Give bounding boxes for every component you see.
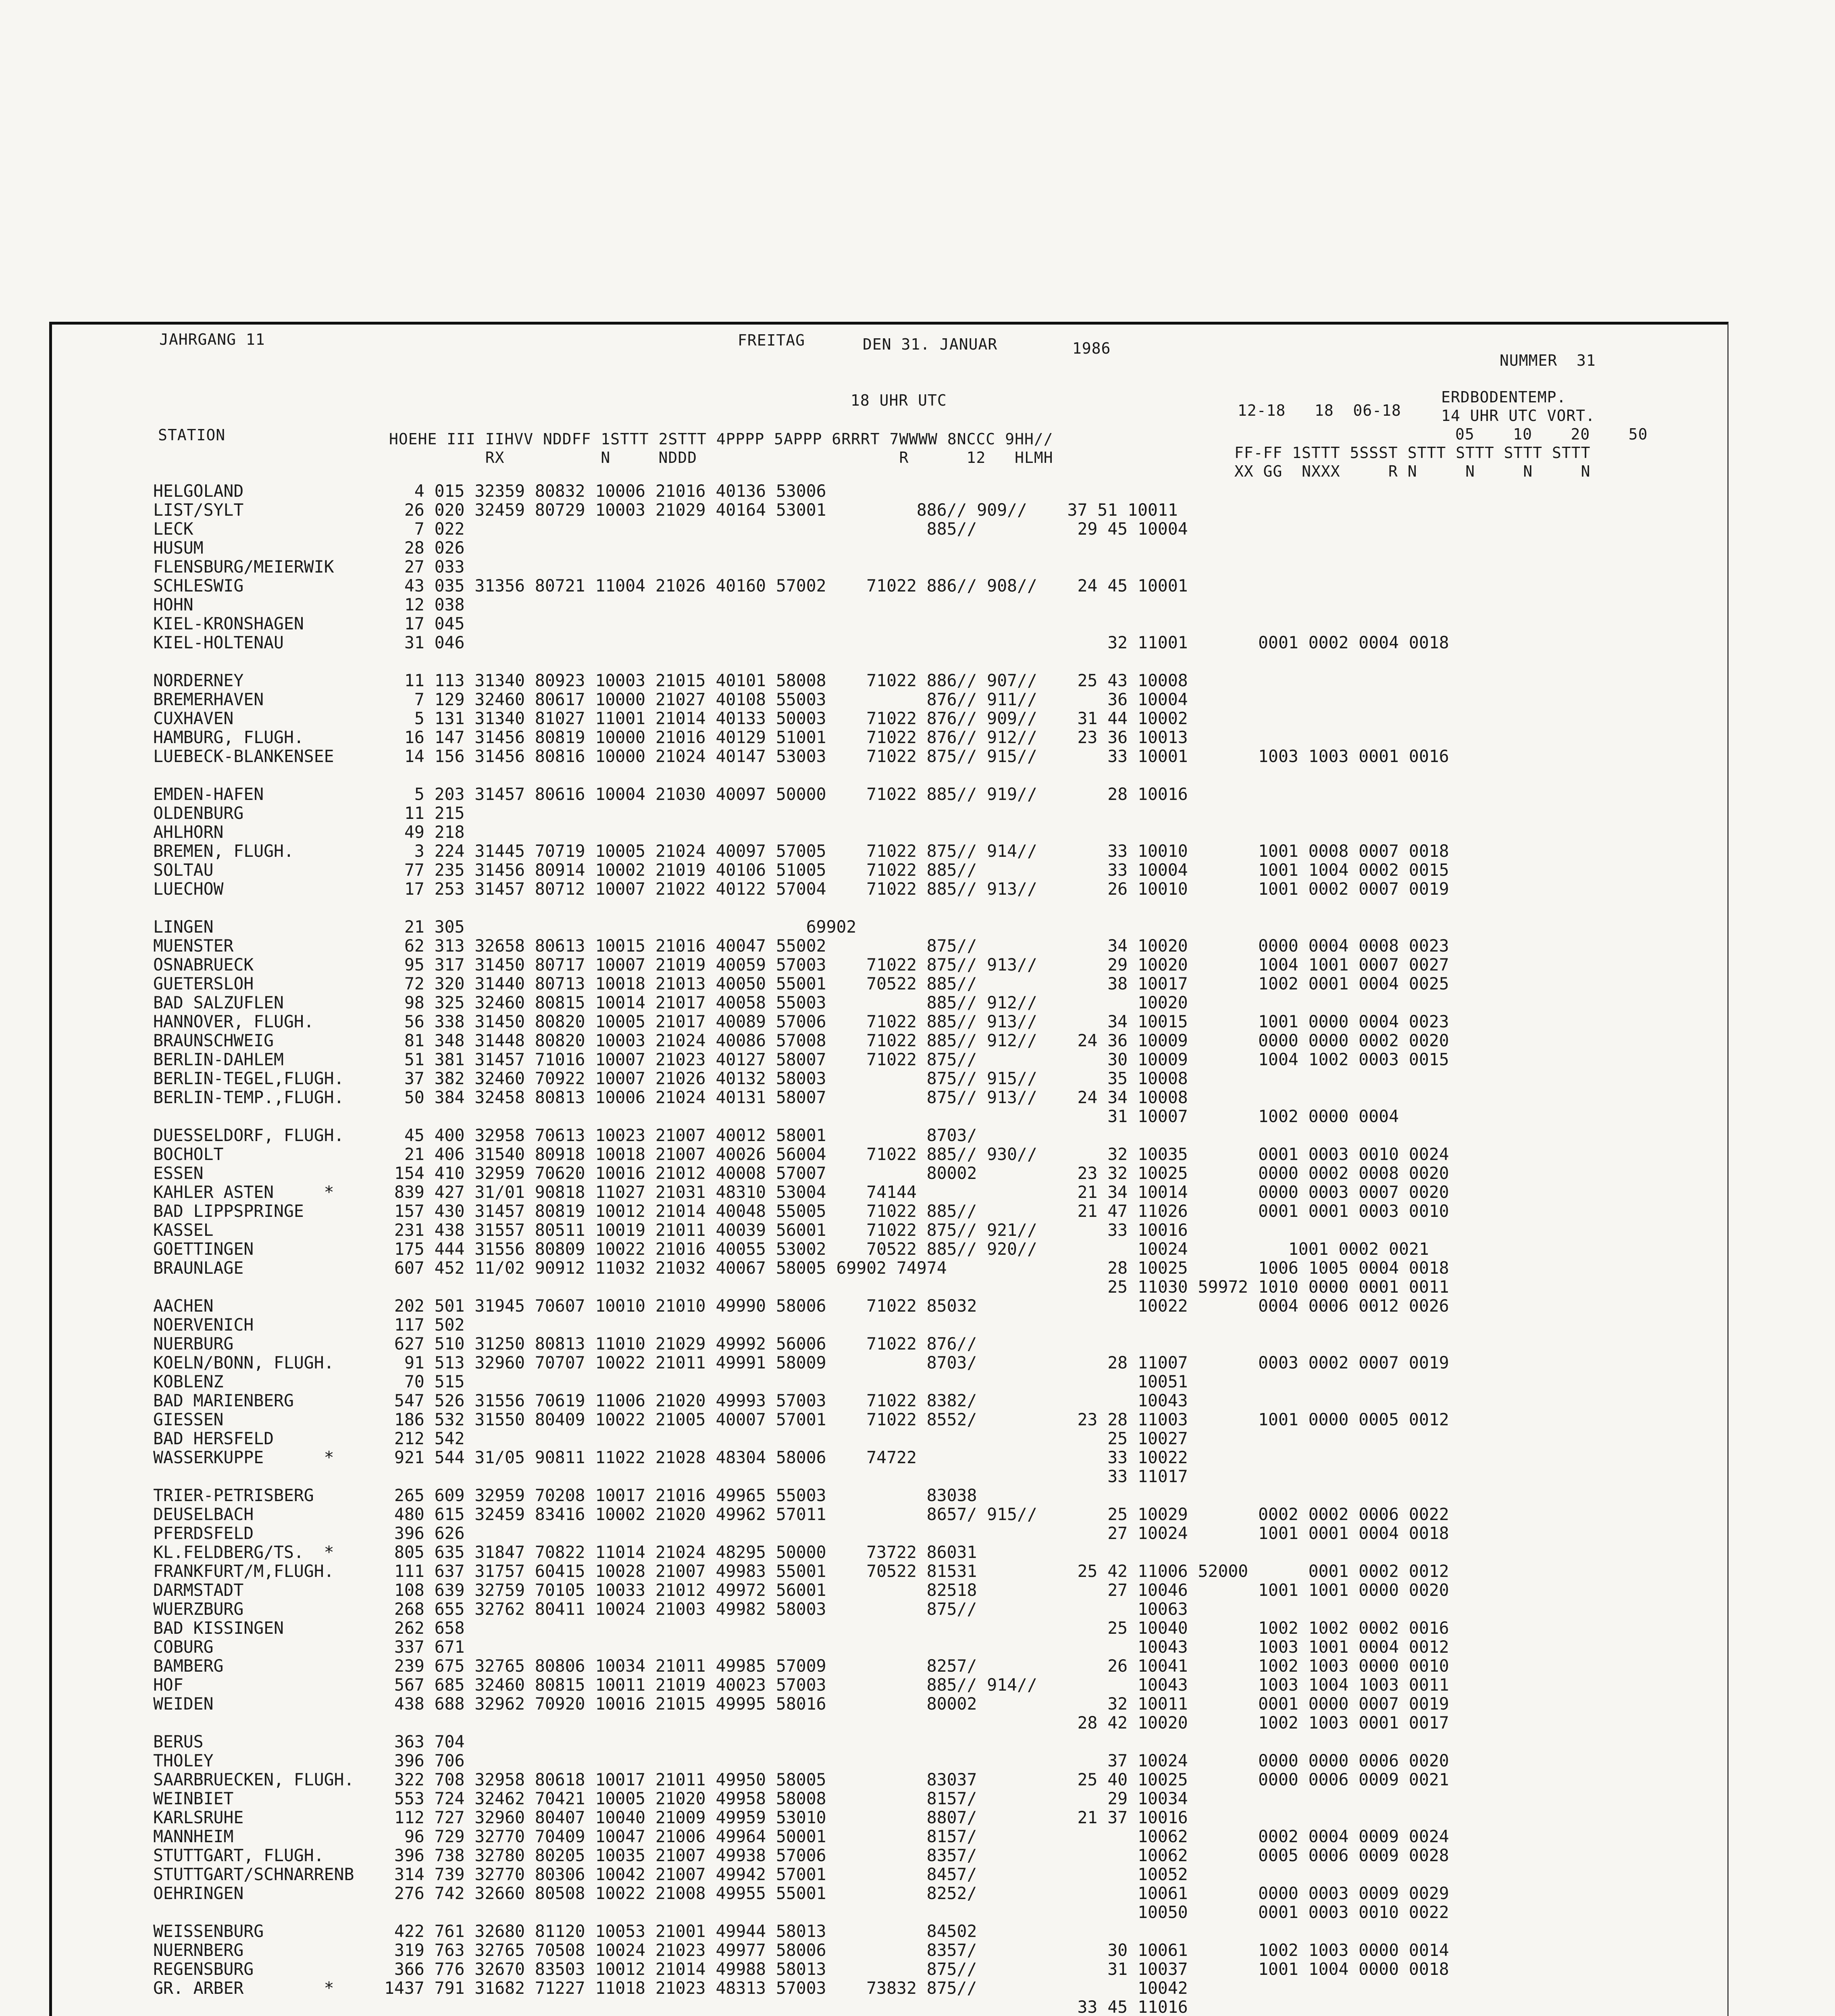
table-row: SCHLESWIG 43 035 31356 80721 11004 21026 40160 57002 71022 886// 908// 24 45 10001 xyxy=(153,576,1188,596)
table-row: CUXHAVEN 5 131 31340 81027 11001 21014 40133 50003 71022 876// 909// 31 44 10002 xyxy=(153,709,1188,728)
table-row: WEINBIET 553 724 32462 70421 10005 21020 49958 58008 8157/ 29 10034 xyxy=(153,1789,1188,1808)
table-row: STUTTGART/SCHNARRENB 314 739 32770 80306 10042 21007 49942 57001 8457/ 10052 xyxy=(153,1865,1188,1884)
jahrgang-label: JAHRGANG 11 xyxy=(159,331,265,348)
table-row: WUERZBURG 268 655 32762 80411 10024 21003 49982 58003 875// 10063 xyxy=(153,1599,1188,1619)
column-codes-row2: RX N NDDD R 12 HLMH xyxy=(389,449,1053,467)
table-row: 10050 0001 0003 0010 0022 xyxy=(153,1903,1449,1922)
table-row: DEUSELBACH 480 615 32459 83416 10002 21020 49962 57011 8657/ 915// 25 10029 0002 0002 0006 0022 xyxy=(153,1505,1449,1524)
table-row: BREMERHAVEN 7 129 32460 80617 10000 21027 40108 55003 876// 911// 36 10004 xyxy=(153,690,1188,709)
table-row: KOELN/BONN, FLUGH. 91 513 32960 70707 10022 21011 49991 58009 8703/ 28 11007 0003 0002 0007 0019 xyxy=(153,1353,1449,1372)
table-row: WEIDEN 438 688 32962 70920 10016 21015 49995 58016 80002 32 10011 0001 0000 0007 0019 xyxy=(153,1694,1449,1714)
table-row: BREMEN, FLUGH. 3 224 31445 70719 10005 21024 40097 57005 71022 875// 914// 33 10010 1001 0008 0007 0018 xyxy=(153,841,1449,861)
table-row: BAD HERSFELD 212 542 25 10027 xyxy=(153,1429,1188,1448)
table-row: OSNABRUECK 95 317 31450 80717 10007 21019 40059 57003 71022 875// 913// 29 10020 1004 1001 0007 0027 xyxy=(153,955,1449,975)
period-header: 12-18 18 06-18 xyxy=(1238,402,1401,419)
table-row: LUEBECK-BLANKENSEE 14 156 31456 80816 10000 21024 40147 53003 71022 875// 915// 33 10001 1003 1003 0001 0016 xyxy=(153,747,1449,766)
table-row: OLDENBURG 11 215 xyxy=(153,804,465,823)
group-header-18utc: 18 UHR UTC xyxy=(851,392,947,409)
station-header: STATION xyxy=(158,426,226,444)
table-row: HAMBURG, FLUGH. 16 147 31456 80819 10000 21016 40129 51001 71022 876// 912// 23 36 10013 xyxy=(153,728,1188,747)
column-codes-row1: HOEHE III IIHVV NDDFF 1STTT 2STTT 4PPPP 5APPP 6RRRT 7WWWW 8NCCC 9HH// xyxy=(389,430,1053,448)
table-row: FLENSBURG/MEIERWIK 27 033 xyxy=(153,557,465,577)
table-row: 28 42 10020 1002 1003 0001 0017 xyxy=(153,1713,1449,1733)
erdboden-subheader: 14 UHR UTC VORT. xyxy=(1441,407,1596,425)
table-row: 33 45 11016 xyxy=(153,1997,1188,2016)
table-row: BERLIN-TEGEL,FLUGH. 37 382 32460 70922 10007 21026 40132 58003 875// 915// 35 10008 xyxy=(153,1069,1188,1088)
table-row: GR. ARBER * 1437 791 31682 71227 11018 21023 48313 57003 73832 875// 10042 xyxy=(153,1979,1188,1998)
table-row: ESSEN 154 410 32959 70620 10016 21012 40008 57007 80002 23 32 10025 0000 0002 0008 0020 xyxy=(153,1164,1449,1183)
table-row: BOCHOLT 21 406 31540 80918 10018 21007 40026 56004 71022 885// 930// 32 10035 0001 0003 0010 0024 xyxy=(153,1145,1449,1164)
table-row: BERLIN-DAHLEM 51 381 31457 71016 10007 21023 40127 58007 71022 875// 30 10009 1004 1002 0003 0015 xyxy=(153,1050,1449,1069)
table-row: 33 11017 xyxy=(153,1467,1188,1486)
table-row: WASSERKUPPE * 921 544 31/05 90811 11022 21028 48304 58006 74722 33 10022 xyxy=(153,1448,1188,1467)
table-row: NOERVENICH 117 502 xyxy=(153,1315,465,1335)
table-row: FRANKFURT/M,FLUGH. 111 637 31757 60415 10028 21007 49983 55001 70522 81531 25 42 11006 52000 0001 0002 0012 xyxy=(153,1562,1449,1581)
table-row: HELGOLAND 4 015 32359 80832 10006 21016 40136 53006 xyxy=(153,481,826,501)
table-row: AACHEN 202 501 31945 70607 10010 21010 49990 58006 71022 85032 10022 0004 0006 0012 0026 xyxy=(153,1296,1449,1316)
table-row: GOETTINGEN 175 444 31556 80809 10022 21016 40055 53002 70522 885// 920// 10024 1001 0002 0021 xyxy=(153,1239,1429,1259)
table-row: NUERNBERG 319 763 32765 70508 10024 21023 49977 58006 8357/ 30 10061 1002 1003 0000 0014 xyxy=(153,1941,1449,1960)
table-row: LIST/SYLT 26 020 32459 80729 10003 21029 40164 53001 886// 909// 37 51 10011 xyxy=(153,500,1178,520)
table-row: HOHN 12 038 xyxy=(153,595,465,614)
right-codes-row2: XX GG NXXX R N N N N xyxy=(1234,462,1591,480)
table-row: MANNHEIM 96 729 32770 70409 10047 21006 49964 50001 8157/ 10062 0002 0004 0009 0024 xyxy=(153,1827,1449,1846)
table-row: BAD MARIENBERG 547 526 31556 70619 11006 21020 49993 57003 71022 8382/ 10043 xyxy=(153,1391,1188,1410)
right-codes-row1: FF-FF 1STTT 5SSST STTT STTT STTT STTT xyxy=(1234,444,1591,462)
table-row: BERUS 363 704 xyxy=(153,1732,465,1752)
table-row: KIEL-HOLTENAU 31 046 32 11001 0001 0002 0004 0018 xyxy=(153,633,1449,652)
table-row: OEHRINGEN 276 742 32660 80508 10022 21008 49955 55001 8252/ 10061 0000 0003 0009 0029 xyxy=(153,1884,1449,1903)
table-row: EMDEN-HAFEN 5 203 31457 80616 10004 21030 40097 50000 71022 885// 919// 28 10016 xyxy=(153,785,1188,804)
table-row: 31 10007 1002 0000 0004 xyxy=(153,1107,1399,1126)
table-row: THOLEY 396 706 37 10024 0000 0000 0006 0020 xyxy=(153,1751,1449,1770)
table-row: DARMSTADT 108 639 32759 70105 10033 21012 49972 56001 82518 27 10046 1001 1001 0000 0020 xyxy=(153,1581,1449,1600)
depth-header: 05 10 20 50 xyxy=(1455,425,1648,443)
table-row: MUENSTER 62 313 32658 80613 10015 21016 40047 55002 875// 34 10020 0000 0004 0008 0023 xyxy=(153,936,1449,956)
table-row: BAD LIPPSPRINGE 157 430 31457 80819 10012 21014 40048 55005 71022 885// 21 47 11026 0001 0001 0003 0010 xyxy=(153,1202,1449,1221)
table-row: KOBLENZ 70 515 10051 xyxy=(153,1372,1188,1391)
table-row: HANNOVER, FLUGH. 56 338 31450 80820 10005 21017 40089 57006 71022 885// 913// 34 10015 1001 0000 0004 0023 xyxy=(153,1012,1449,1031)
table-row: BAD SALZUFLEN 98 325 32460 80815 10014 21017 40058 55003 885// 912// 10020 xyxy=(153,993,1188,1012)
table-row: LINGEN 21 305 69902 xyxy=(153,917,857,937)
table-row: KAHLER ASTEN * 839 427 31/01 90818 11027 21031 48310 53004 74144 21 34 10014 0000 0003 0007 0020 xyxy=(153,1183,1449,1202)
table-row: LECK 7 022 885// 29 45 10004 xyxy=(153,519,1188,539)
table-row: SAARBRUECKEN, FLUGH. 322 708 32958 80618 10017 21011 49950 58005 83037 25 40 10025 0000 0006 0009 0021 xyxy=(153,1770,1449,1789)
date-label: DEN 31. JANUAR xyxy=(863,335,998,353)
table-row: STUTTGART, FLUGH. 396 738 32780 80205 10035 21007 49938 57006 8357/ 10062 0005 0006 0009 0028 xyxy=(153,1846,1449,1865)
table-row: BAD KISSINGEN 262 658 25 10040 1002 1002 0002 0016 xyxy=(153,1618,1449,1638)
table-row: NUERBURG 627 510 31250 80813 11010 21029 49992 56006 71022 876// xyxy=(153,1334,977,1354)
table-row: AHLHORN 49 218 xyxy=(153,823,465,842)
table-row: TRIER-PETRISBERG 265 609 32959 70208 10017 21016 49965 55003 83038 xyxy=(153,1486,977,1505)
table-row: GIESSEN 186 532 31550 80409 10022 21005 40007 57001 71022 8552/ 23 28 11003 1001 0000 0005 0012 xyxy=(153,1410,1449,1429)
issue-number: NUMMER 31 xyxy=(1500,352,1596,369)
table-row: 25 11030 59972 1010 0000 0001 0011 xyxy=(153,1277,1449,1297)
table-row: KL.FELDBERG/TS. * 805 635 31847 70822 11014 21024 48295 50000 73722 86031 xyxy=(153,1543,977,1562)
table-row: BERLIN-TEMP.,FLUGH. 50 384 32458 80813 10006 21024 40131 58007 875// 913// 24 34 10008 xyxy=(153,1088,1188,1107)
table-row: BAMBERG 239 675 32765 80806 10034 21011 49985 57009 8257/ 26 10041 1002 1003 0000 0010 xyxy=(153,1656,1449,1676)
table-row: BRAUNLAGE 607 452 11/02 90912 11032 21032 40067 58005 69902 74974 28 10025 1006 1005 0004 0018 xyxy=(153,1258,1449,1278)
table-row: HOF 567 685 32460 80815 10011 21019 40023 57003 885// 914// 10043 1003 1004 1003 0011 xyxy=(153,1675,1449,1695)
table-row: KASSEL 231 438 31557 80511 10019 21011 40039 56001 71022 875// 921// 33 10016 xyxy=(153,1220,1188,1240)
year-label: 1986 xyxy=(1072,339,1111,357)
day-label: FREITAG xyxy=(738,331,805,349)
group-header-erdboden: ERDBODENTEMP. xyxy=(1441,388,1567,406)
table-row: REGENSBURG 366 776 32670 83503 10012 21014 49988 58013 875// 31 10037 1001 1004 0000 0018 xyxy=(153,1960,1449,1979)
table-row: GUETERSLOH 72 320 31440 80713 10018 21013 40050 55001 70522 885// 38 10017 1002 0001 0004 0025 xyxy=(153,974,1449,993)
table-row: KARLSRUHE 112 727 32960 80407 10040 21009 49959 53010 8807/ 21 37 10016 xyxy=(153,1808,1188,1827)
table-row: COBURG 337 671 10043 1003 1001 0004 0012 xyxy=(153,1637,1449,1657)
table-row: BRAUNSCHWEIG 81 348 31448 80820 10003 21024 40086 57008 71022 885// 912// 24 36 10009 0000 0000 0002 0020 xyxy=(153,1031,1449,1050)
table-row: LUECHOW 17 253 31457 80712 10007 21022 40122 57004 71022 885// 913// 26 10010 1001 0002 0007 0019 xyxy=(153,879,1449,899)
table-row: DUESSELDORF, FLUGH. 45 400 32958 70613 10023 21007 40012 58001 8703/ xyxy=(153,1126,977,1145)
table-row: NORDERNEY 11 113 31340 80923 10003 21015 40101 58008 71022 886// 907// 25 43 10008 xyxy=(153,671,1188,690)
table-row: SOLTAU 77 235 31456 80914 10002 21019 40106 51005 71022 885// 33 10004 1001 1004 0002 0015 xyxy=(153,860,1449,880)
table-row: KIEL-KRONSHAGEN 17 045 xyxy=(153,614,465,633)
table-row: PFERDSFELD 396 626 27 10024 1001 0001 0004 0018 xyxy=(153,1524,1449,1543)
table-row: WEISSENBURG 422 761 32680 81120 10053 21001 49944 58013 84502 xyxy=(153,1922,977,1941)
table-row: HUSUM 28 026 xyxy=(153,538,465,558)
